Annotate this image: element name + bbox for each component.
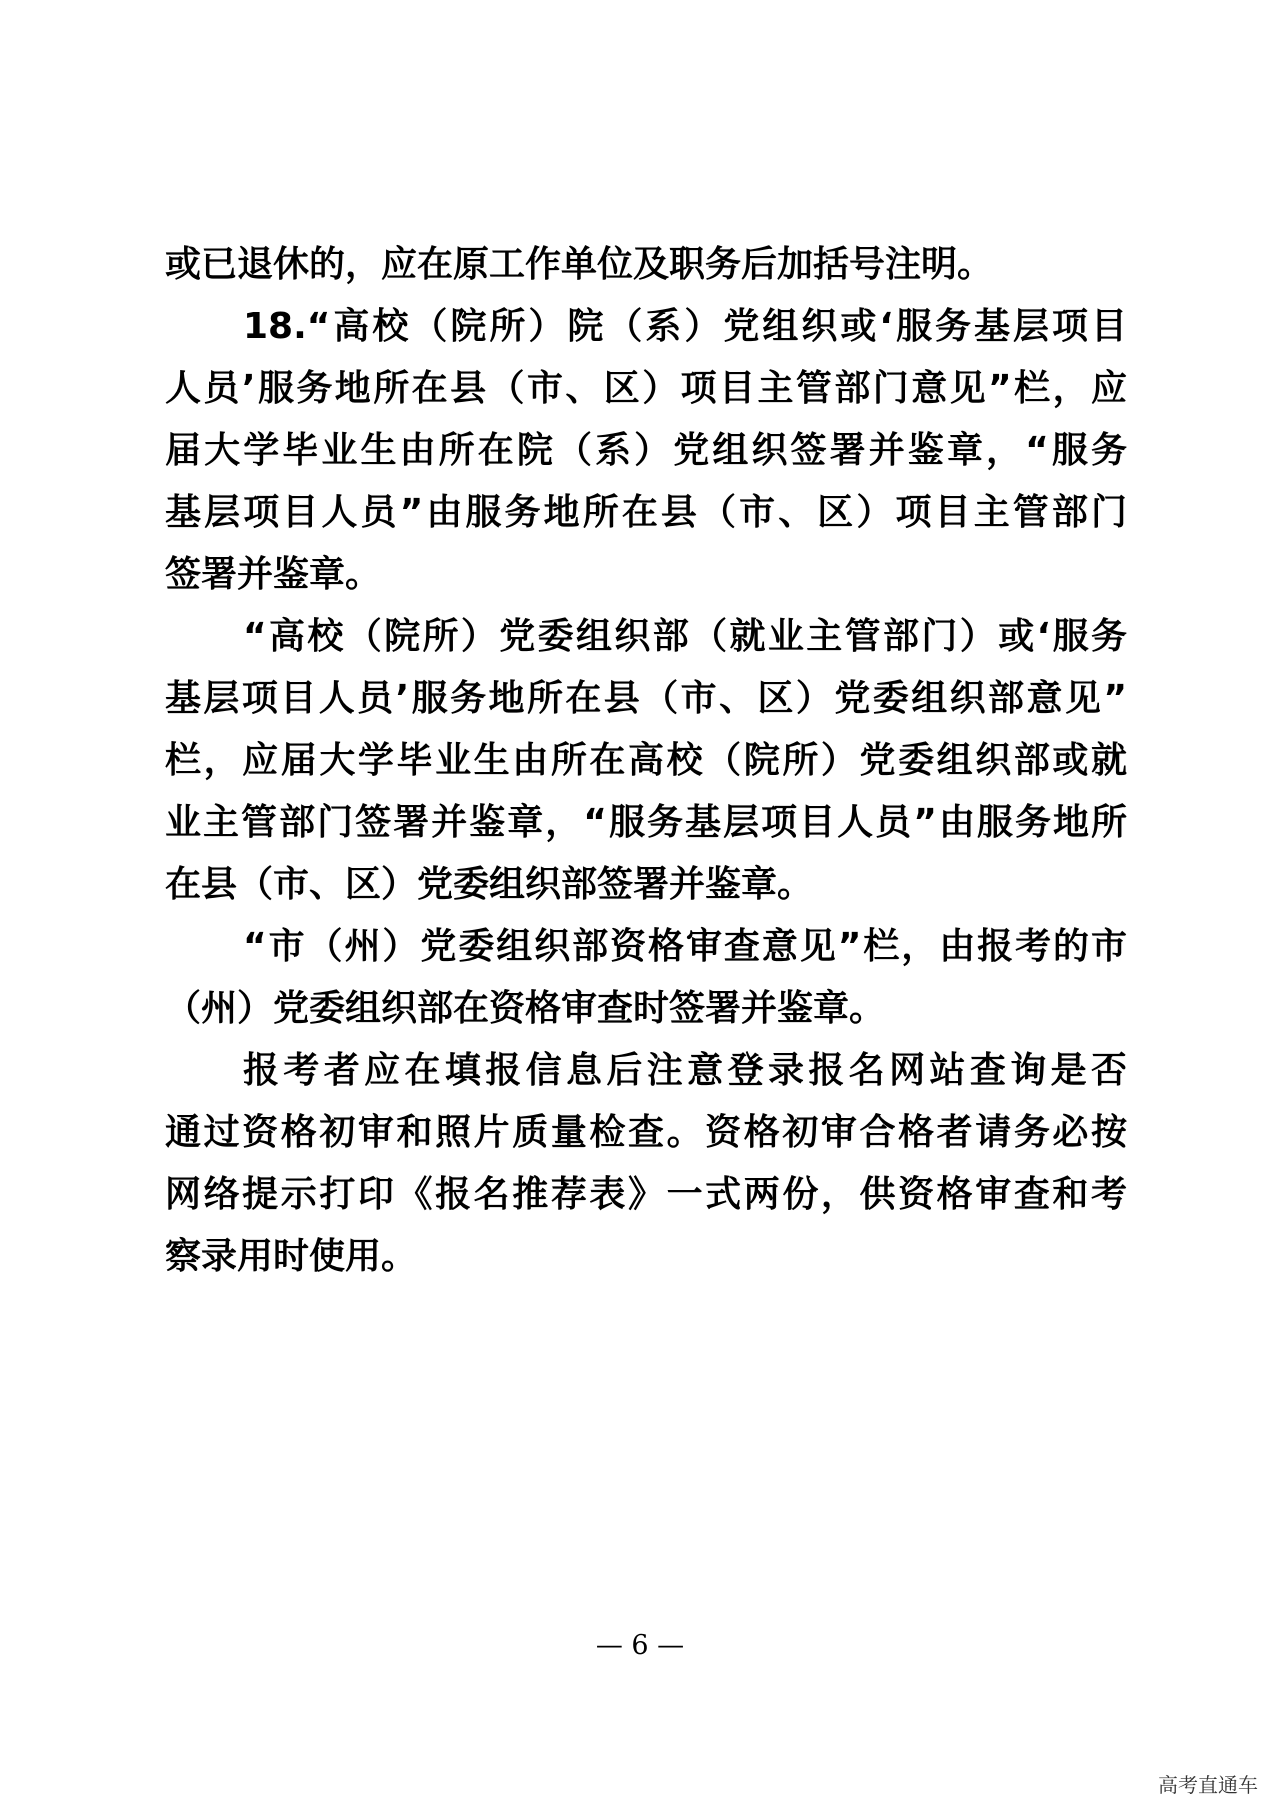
text-line: 人员’服务地所在县（市、区）项目主管部门意见”栏，应 — [165, 368, 1127, 409]
text-line: “高校（院所）党委组织部（就业主管部门）或‘服务 — [243, 616, 1127, 657]
text-line: 报考者应在填报信息后注意登录报名网站查询是否 — [243, 1050, 1127, 1091]
text-line: “市（州）党委组织部资格审查意见”栏，由报考的市 — [243, 926, 1127, 967]
text-line: 签署并鉴章。 — [165, 554, 382, 595]
text-line: 基层项目人员”由服务地所在县（市、区）项目主管部门 — [165, 492, 1127, 533]
text-line: 栏，应届大学毕业生由所在高校（院所）党委组织部或就 — [165, 740, 1127, 781]
text-line: 通过资格初审和照片质量检查。资格初审合格者请务必按 — [165, 1112, 1127, 1153]
watermark-text: 高考直通车 — [1158, 1773, 1258, 1797]
text-line: 业主管部门签署并鉴章，“服务基层项目人员”由服务地所 — [165, 802, 1127, 843]
text-line: 18.“高校（院所）院（系）党组织或‘服务基层项目 — [243, 306, 1127, 347]
text-line: 网络提示打印《报名推荐表》一式两份，供资格审查和考 — [165, 1174, 1127, 1215]
text-line: 在县（市、区）党委组织部签署并鉴章。 — [165, 864, 814, 905]
text-line: 基层项目人员’服务地所在县（市、区）党委组织部意见” — [165, 678, 1127, 719]
document-body — [165, 234, 1127, 1288]
text-line: 或已退休的，应在原工作单位及职务后加括号注明。 — [165, 244, 994, 285]
page-number: — 6 — — [595, 1630, 685, 1661]
text-line: （州）党委组织部在资格审查时签署并鉴章。 — [165, 988, 886, 1029]
text-line: 届大学毕业生由所在院（系）党组织签署并鉴章，“服务 — [165, 430, 1127, 471]
text-line: 察录用时使用。 — [165, 1236, 418, 1277]
